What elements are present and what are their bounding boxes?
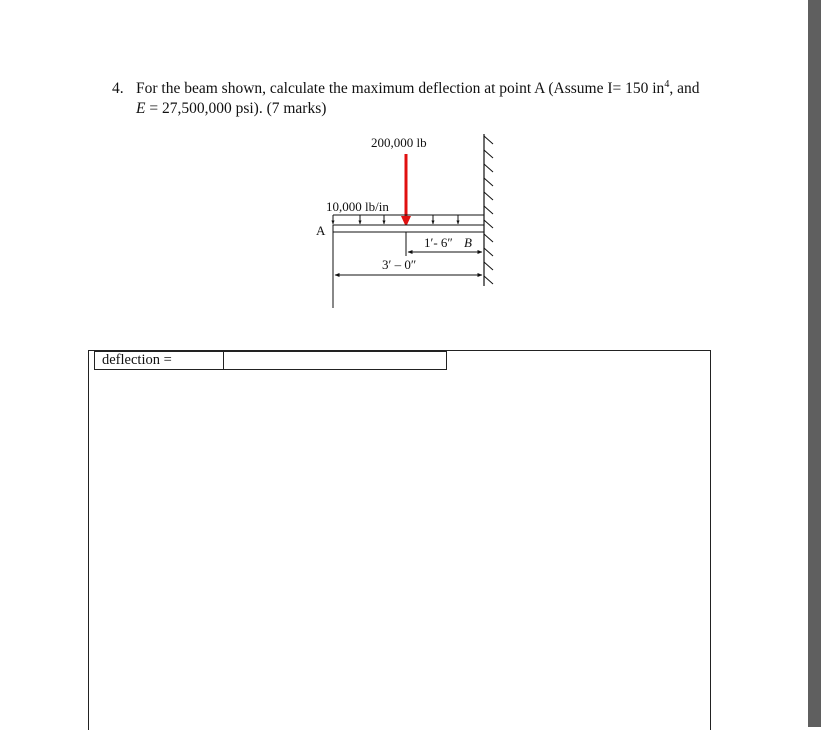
fixed-wall [484, 134, 493, 286]
point-a-label: A [316, 223, 326, 238]
answer-box[interactable] [88, 350, 711, 730]
question-line-2 [136, 99, 326, 119]
question-number: 4. [112, 80, 124, 97]
total-dimension-label: 3′ – 0″ [382, 257, 417, 272]
point-load-label: 200,000 lb [371, 135, 427, 150]
point-b-label: B [464, 235, 472, 250]
deflection-answer-row [94, 351, 446, 370]
beam-diagram [300, 128, 500, 313]
short-dimension-label: 1′- 6″ [424, 235, 453, 250]
question-line-1 [136, 79, 699, 99]
scrollbar[interactable] [808, 0, 821, 727]
question-text-prefix: For the beam shown, calculate the maximum deflection at point A (Assume I= 150 in [136, 80, 665, 97]
deflection-input[interactable] [224, 351, 447, 370]
question-text-rest: = 27,500,000 psi). (7 marks) [145, 100, 327, 117]
modulus-symbol: E [136, 100, 146, 117]
beam [333, 225, 484, 232]
question-text-suffix: , and [669, 80, 700, 97]
distributed-load-label: 10,000 lb/in [326, 199, 389, 214]
deflection-label: deflection = [94, 351, 224, 370]
exponent: 4 [664, 79, 670, 90]
